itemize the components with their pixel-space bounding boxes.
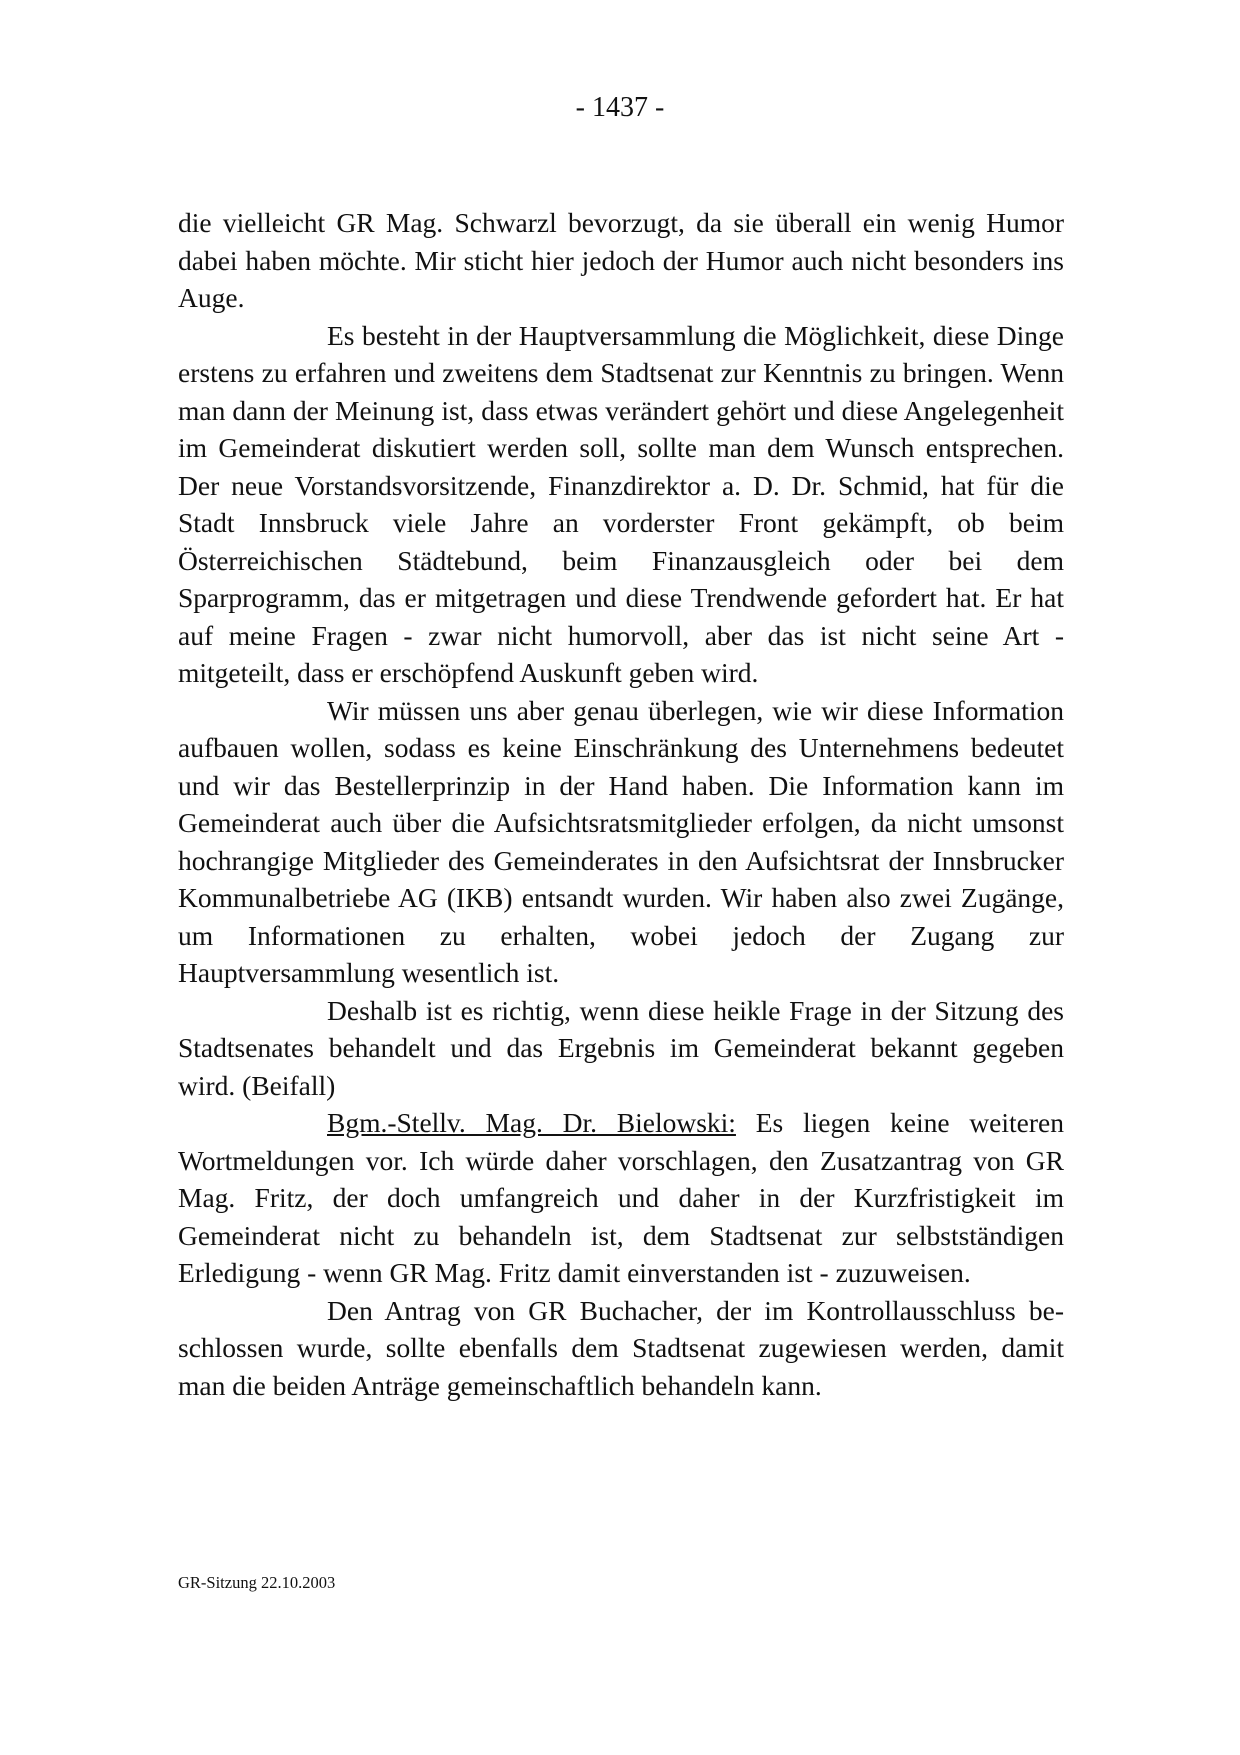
paragraph-1: die vielleicht GR Mag. Schwarzl bevorzugt, da sie überall ein wenig Humor dabei haben möchte. Mir sticht hier jedoch der Humor auch nicht besonders ins Auge. [178,207,1064,313]
speaker-name: Bgm.-Stellv. Mag. Dr. Bielowski: [327,1107,736,1138]
paragraph-2: Es besteht in der Hauptversammlung die Möglichkeit, diese Dinge erstens zu erfahren und zweitens dem Stadtsenat zur Kenntnis zu bringen. Wenn man dann der Meinung ist, dass etwas verändert gehört und diese Angelegenheit im Gemeinderat diskutiert werden soll, sollte man dem Wunsch entsprechen. Der neue Vorstandsvorsitzende, Finanzdirektor a. D. Dr. Schmid, hat für die Stadt Innsbruck viele Jahre an vorderster Front gekämpft, ob beim Österreichischen Städtebund, beim Finanzausgleich oder bei dem Sparprogramm, das er mitgetragen und diese Trendwende gefordert hat. Er hat auf meine Fragen - zwar nicht humorvoll, aber das ist nicht seine Art - mitgeteilt, dass er erschöpfend Auskunft geben wird. [178,319,1064,688]
page-number: - 1437 - [575,92,665,123]
footer-session-date: GR-Sitzung 22.10.2003 [178,1573,336,1592]
paragraph-5-text: Es liegen keine weiteren Wortmeldungen vor. Ich würde daher vorschlagen, den Zusatzantrag von GR Mag. Fritz, der doch umfangreich und daher in der Kurzfristigkeit im Gemeinderat nicht zu behandeln ist, dem Stadtsenat zur selbstständigen Erledigung - wenn GR Mag. Fritz damit einverstanden ist - zuzuweisen. [178,1107,1064,1288]
paragraph-6: Den Antrag von GR Buchacher, der im Kontrollausschluss beschlossen wurde, sollte ebenfalls dem Stadtsenat zugewiesen werden, damit man die beiden Anträge gemeinschaftlich behandeln kann. [178,1294,1064,1401]
paragraph-4: Deshalb ist es richtig, wenn diese heikle Frage in der Sitzung des Stadtsenates behandelt und das Ergebnis im Gemeinderat bekannt gegeben wird. (Beifall) [178,994,1064,1101]
document-body [178,204,1064,1404]
paragraph-3: Wir müssen uns aber genau überlegen, wie wir diese Information aufbauen wollen, sodass es keine Einschränkung des Unternehmens bedeutet und wir das Bestellerprinzip in der Hand haben. Die Information kann im Gemeinderat auch über die Aufsichtsratsmitglieder erfolgen, da nicht umsonst hochrangige Mitglieder des Gemeinderates in den Aufsichtsrat der Innsbrucker Kommunalbetriebe AG (IKB) entsandt wurden. Wir haben also zwei Zugänge, um Informationen zu erhalten, wobei jedoch der Zugang zur Hauptversammlung wesentlich ist. [178,694,1064,988]
paragraph-5 [178,1104,1064,1292]
